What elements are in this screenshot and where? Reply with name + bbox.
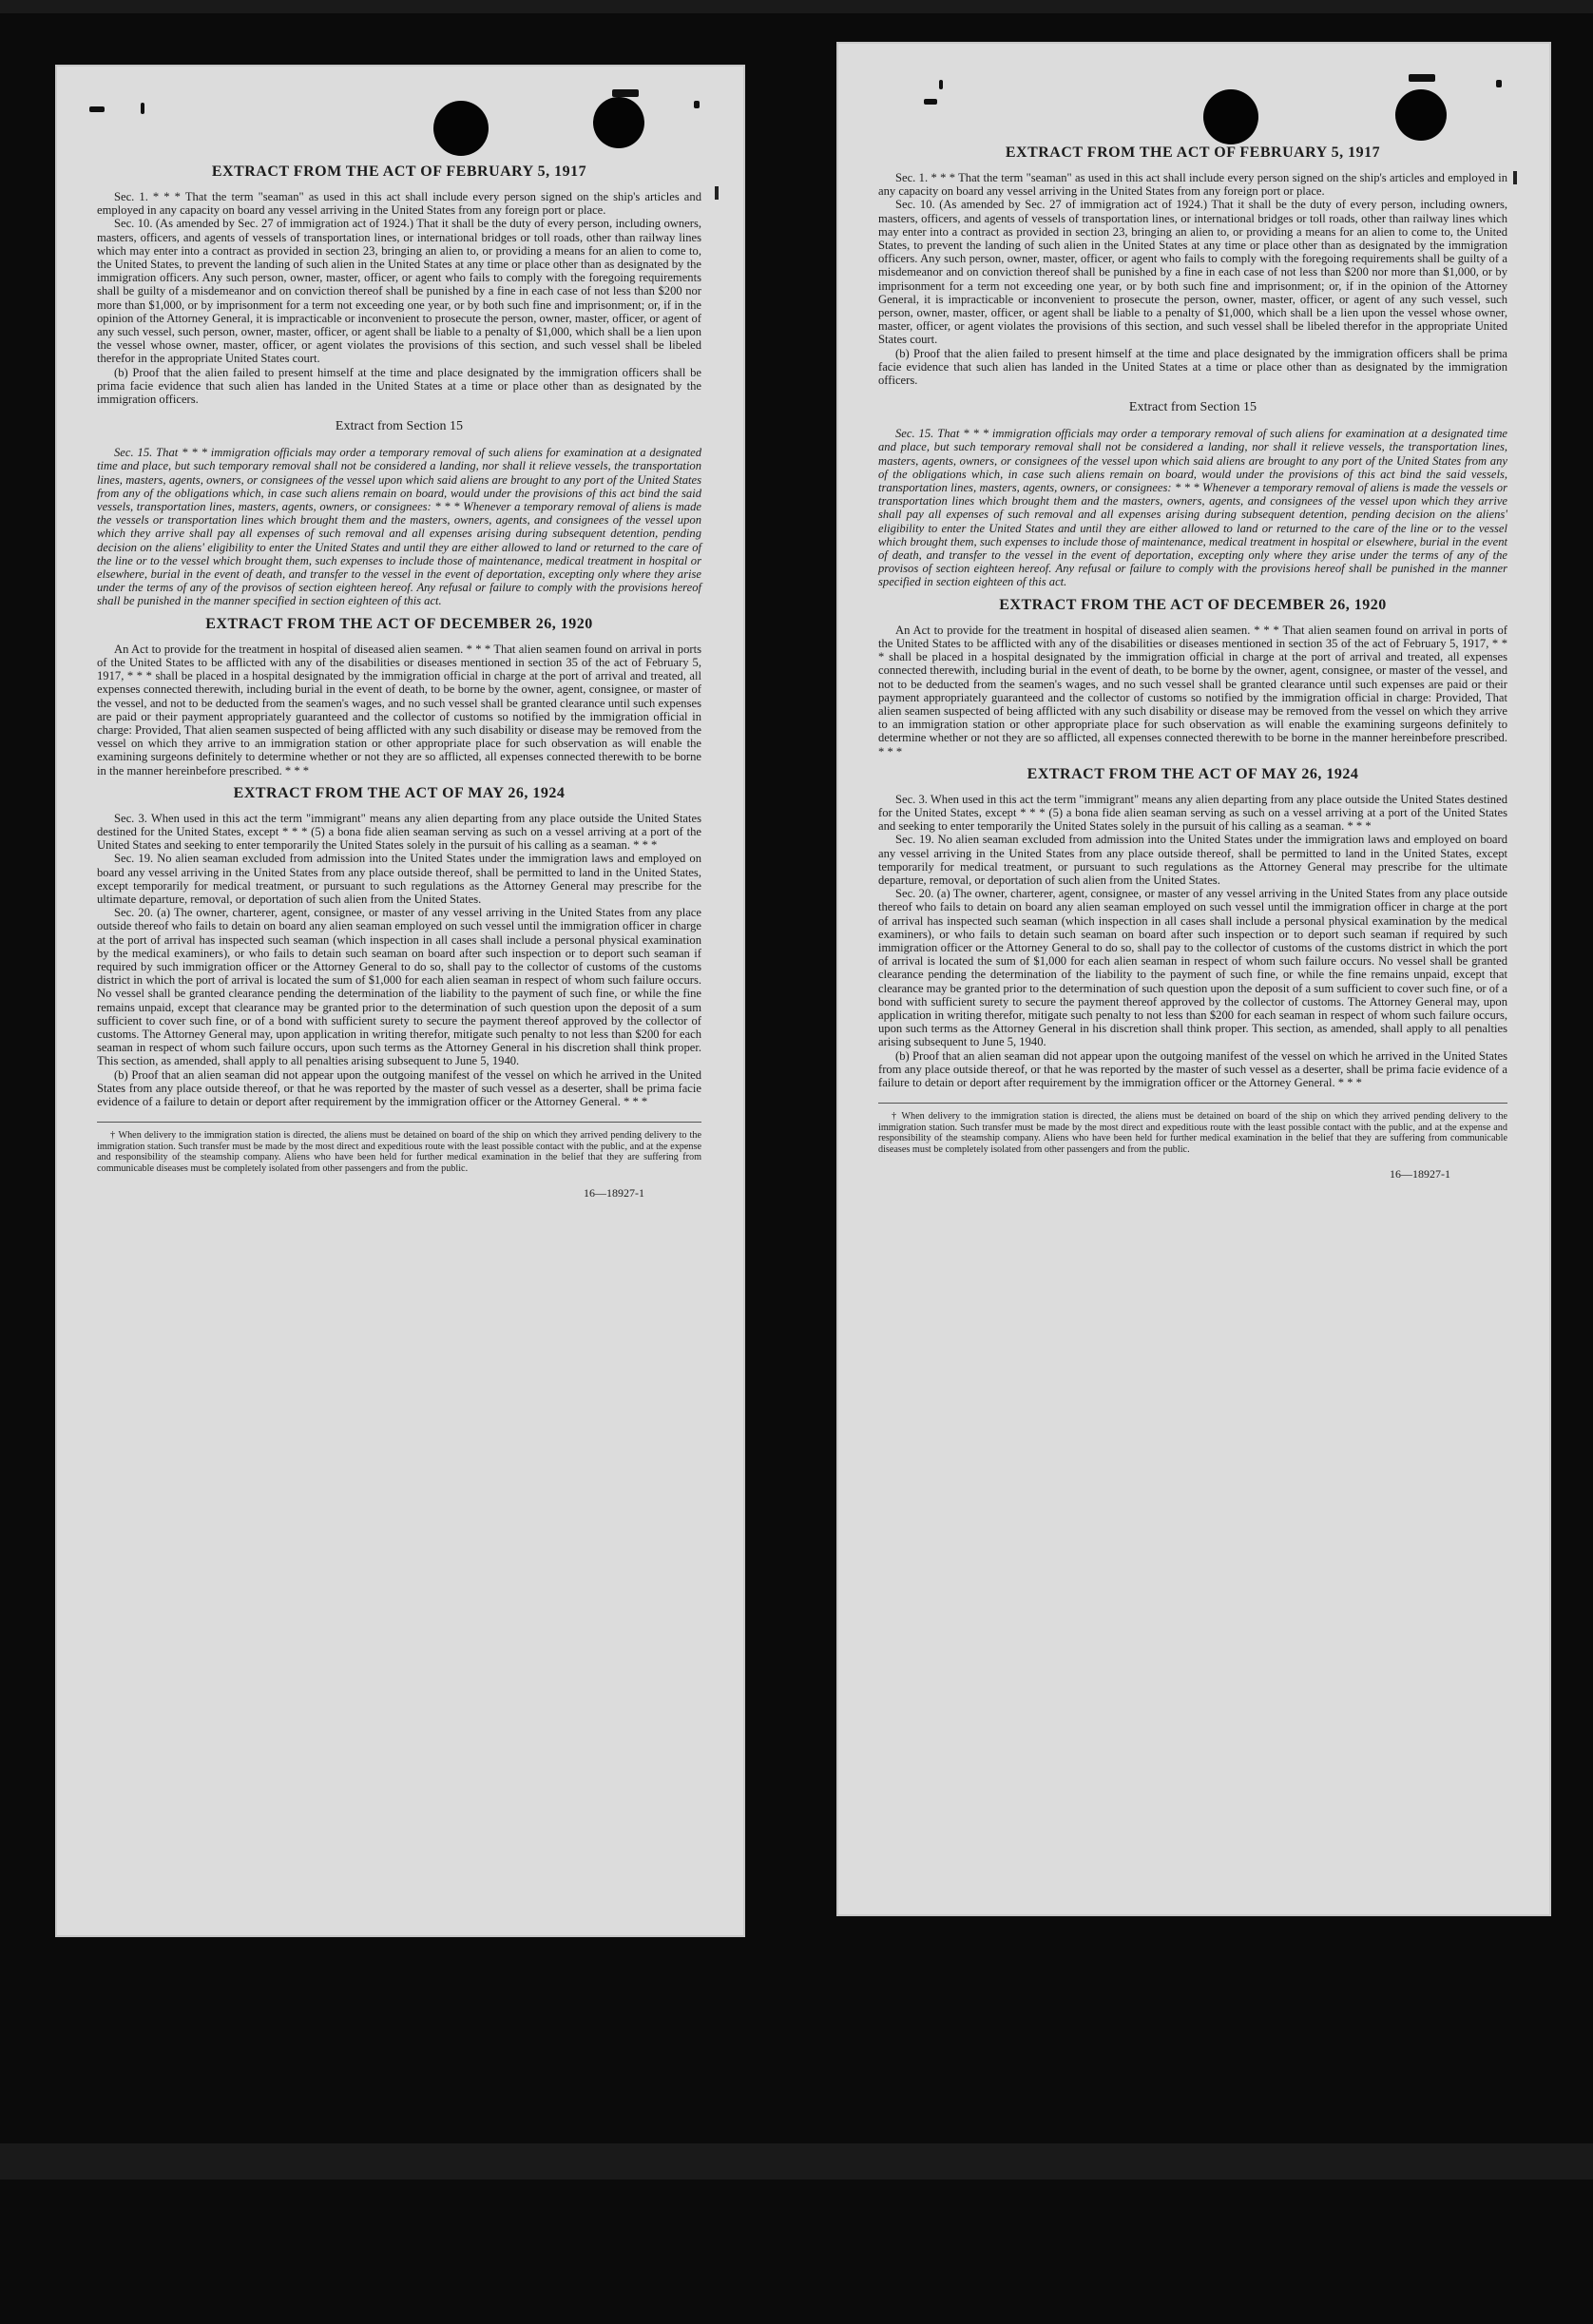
scan-mark	[715, 186, 719, 200]
scan-mark	[939, 80, 943, 89]
section-15-text: Sec. 15. That * * * immigration officials may order a temporary removal of such aliens for examination at a designated time and place, but such temporary removal shall not be considered a landing, nor shall it relieve vessels, the transportation lines, masters, agents, owners, or consignees of the vessel upon which said aliens are brought to any port of the United States from any of the obligations which, in case such aliens remain on board, would under the provisions of this act bind the said vessels, transportation lines, masters, agents, owners, or consignees: * * * Whenever a temporary removal of aliens is made the vessels or transportation lines which brought them and the masters, owners, agents, and consignees of the vessel upon which they arrive shall pay all expenses of such removal and all expenses arising during subsequent detention, pending decision on the aliens' eligibility to enter the United States and until they are either allowed to land or returned to the care of the line or to the vessel which brought them, such expenses to include those of maintenance, medical treatment in hospital or elsewhere, burial in the event of death, and transfer to the vessel in the event of deportation, excepting only where they arise under the terms of any of the provisos of section eighteen hereof. Any refusal or failure to comply with the provisions hereof shall be punished in the manner specified in section eighteen of this act.	[97, 446, 701, 608]
scan-mark	[141, 103, 144, 114]
document-sheet-right	[836, 42, 1551, 1916]
heading-act-1924: EXTRACT FROM THE ACT OF MAY 26, 1924	[233, 784, 566, 801]
section-19-text: Sec. 19. No alien seaman excluded from admission into the United States under the immigration laws and employed on board any vessel arriving in the United States from any place outside thereof, shall be permitted to land in the United States, except temporarily for medical treatment, or pursuant to such regulations as the Attorney General may prescribe for the ultimate departure, removal, or deportation of such alien from the United States.	[878, 833, 1507, 887]
scan-mark	[924, 99, 937, 105]
act-1920-text: An Act to provide for the treatment in hospital of diseased alien seamen. * * * That alien seamen found on arrival in ports of the United States to be afflicted with any of the disabilities or diseases mentioned in section 35 of the act of February 5, 1917, * * * shall be placed in a hospital designated by the immigration official in charge at the port of arrival and treated, all expenses connected therewith, including burial in the event of death, to be borne by the owner, agent, consignee, or master of the vessel, and not to be deducted from the seamen's wages, and no such vessel shall be granted clearance until such expenses are paid or their payment appropriately guaranteed and the collector of customs so notified by the immigration official in charge: Provided, That alien seamen suspected of being afflicted with any such disability or disease may be removed from the vessel on which they arrive to an immigration station or other appropriate place for such observation as will enable the examining surgeons definitely to determine whether or not they are so afflicted, all expenses connected therewith to be borne in the manner hereinbefore prescribed. * * *	[97, 642, 701, 778]
heading-section-15: Extract from Section 15	[1128, 400, 1257, 415]
section-19-text: Sec. 19. No alien seaman excluded from admission into the United States under the immigration laws and employed on board any vessel arriving in the United States from any place outside thereof, shall be permitted to land in the United States, except temporarily for medical treatment, or pursuant to such regulations as the Attorney General may prescribe for the ultimate departure, removal, or deportation of such alien from the United States.	[97, 852, 701, 906]
footnote: † When delivery to the immigration station is directed, the aliens must be detained on board of the ship on which they arrived pending delivery to the immigration station. Such transfer must be made by the most direct and expeditious route with the least possible contact with the public, and at the expense and responsibility of the steamship company. Aliens who have been held for further medical examination in the belief that they are suffering from communicable diseases must be completely isolated from other passengers and from the public.	[97, 1130, 701, 1174]
section-20-b-text: (b) Proof that an alien seaman did not appear upon the outgoing manifest of the vessel on which he arrived in the United States from any place outside thereof, or that he was reported by the master of such vessel as a deserter, shall be prima facie evidence of a failure to detain or deport after requirement by the immigration officer or the Attorney General. * * *	[97, 1067, 701, 1108]
heading-act-1920: EXTRACT FROM THE ACT OF DECEMBER 26, 1920	[999, 596, 1387, 613]
section-10-text: Sec. 10. (As amended by Sec. 27 of immigration act of 1924.) That it shall be the duty of every person, including owners, masters, officers, and agents of vessels of transportation lines, or international bridges or toll roads, other than railway lines which may enter into a contract as provided in section 23, bringing an alien to, or providing a means for an alien to come to, the United States, to prevent the landing of such alien in the United States at any time or place other than as designated by the immigration officers. Any such person, owner, master, officer, or agent who fails to comply with the foregoing requirements shall be guilty of a misdemeanor and on conviction thereof shall be punished by a fine in each case of not less than $200 nor more than $1,000, or by imprisonment for a term not exceeding one year, or by both such fine and imprisonment; or, if in the opinion of the Attorney General, it is impracticable or inconvenient to prosecute the person, owner, master, officer, or agent of any such vessel, such person, owner, master, officer, or agent shall be liable to a penalty of $1,000, which shall be a lien upon the vessel whose owner, master, officer, or agent violates the provisions of this section, and such vessel shall be libeled therefor in the appropriate United States court.	[97, 217, 701, 366]
punch-hole	[1203, 89, 1258, 144]
section-3-text: Sec. 3. When used in this act the term "immigrant" means any alien departing from any place outside the United States destined for the United States, except * * * (5) a bona fide alien seaman serving as such on a vessel arriving at a port of the United States and seeking to enter temporarily the United States solely in the pursuit of his calling as a seaman. * * *	[878, 792, 1507, 834]
act-1920-text: An Act to provide for the treatment in hospital of diseased alien seamen. * * * That alien seamen found on arrival in ports of the United States to be afflicted with any of the disabilities or diseases mentioned in section 35 of the act of February 5, 1917, * * * shall be placed in a hospital designated by the immigration official in charge at the port of arrival and treated, all expenses connected therewith, including burial in the event of death, to be borne by the owner, agent, consignee, or master of the vessel, and not to be deducted from the seamen's wages, and no such vessel shall be granted clearance until such expenses are paid or their payment appropriately guaranteed and the collector of customs so notified by the immigration official in charge: Provided, That alien seamen suspected of being afflicted with any such disability or disease may be removed from the vessel on which they arrive to an immigration station or other appropriate place for such observation as will enable the examining surgeons definitely to determine whether or not they are so afflicted, all expenses connected therewith to be borne in the manner hereinbefore prescribed. * * *	[878, 623, 1507, 759]
footnote-rule	[97, 1122, 701, 1123]
footnote-rule	[878, 1103, 1507, 1104]
heading-act-1924: EXTRACT FROM THE ACT OF MAY 26, 1924	[1027, 765, 1359, 782]
heading-act-1917: EXTRACT FROM THE ACT OF FEBRUARY 5, 1917	[211, 163, 587, 180]
scan-mark	[1409, 74, 1435, 82]
heading-act-1920: EXTRACT FROM THE ACT OF DECEMBER 26, 1920	[205, 615, 593, 632]
scan-band-bottom	[0, 2143, 1593, 2180]
punch-hole	[1395, 89, 1447, 141]
section-20-text: Sec. 20. (a) The owner, charterer, agent, consignee, or master of any vessel arriving in the United States from any place outside thereof who fails to detain on board any alien seaman employed on such vessel until the immigration officer in charge at the port of arrival has inspected such seaman (which inspection in all cases shall include a personal physical examination by the medical examiners), or who fails to detain such seaman on board after such inspection or to deport such seaman if required by such immigration officer or the Attorney General to do so, shall pay to the collector of customs of the customs district in which the port of arrival is located the sum of $1,000 for each alien seaman in respect of whom such failure occurs. No vessel shall be granted clearance pending the determination of the liability to the payment of such fine, or while the fine remains unpaid, except that clearance may be granted prior to the determination of such question upon the deposit of a sum sufficient to cover such fine, or of a bond with sufficient surety to secure the payment thereof approved by the collector of customs. The Attorney General may, upon application in writing therefor, mitigate such penalty to not less than $200 for each seaman in respect of whom such failure occurs, upon such terms as the Attorney General in his discretion shall think proper. This section, as amended, shall apply to all penalties arising subsequent to June 5, 1940.	[878, 887, 1507, 1049]
scan-mark	[1496, 80, 1502, 87]
punch-hole	[433, 101, 489, 156]
section-20-text: Sec. 20. (a) The owner, charterer, agent, consignee, or master of any vessel arriving in the United States from any place outside thereof who fails to detain on board any alien seaman employed on such vessel until the immigration officer in charge at the port of arrival has inspected such seaman (which inspection in all cases shall include a personal physical examination by the medical examiners), or who fails to detain such seaman on board after such inspection or to deport such seaman if required by such immigration officer or the Attorney General to do so, shall pay to the collector of customs of the customs district in which the port of arrival is located the sum of $1,000 for each alien seaman in respect of whom such failure occurs. No vessel shall be granted clearance pending the determination of the liability to the payment of such fine, or while the fine remains unpaid, except that clearance may be granted prior to the determination of such question upon the deposit of a sum sufficient to cover such fine, or of a bond with sufficient surety to secure the payment thereof approved by the collector of customs. The Attorney General may, upon application in writing therefor, mitigate such penalty to not less than $200 for each seaman in respect of whom such failure occurs, upon such terms as the Attorney General in his discretion shall think proper. This section, as amended, shall apply to all penalties arising subsequent to June 5, 1940.	[97, 906, 701, 1068]
footnote: † When delivery to the immigration station is directed, the aliens must be detained on board of the ship on which they arrived pending delivery to the immigration station. Such transfer must be made by the most direct and expeditious route with the least possible contact with the public, and at the expense and responsibility of the steamship company. Aliens who have been held for further medical examination in the belief that they are suffering from communicable diseases must be completely isolated from other passengers and from the public.	[878, 1111, 1507, 1155]
section-10-b-text: (b) Proof that the alien failed to present himself at the time and place designated by the immigration officers shall be prima facie evidence that such alien has landed in the United States at a time or place other than as designated by the immigration officers.	[878, 346, 1507, 388]
section-10-text: Sec. 10. (As amended by Sec. 27 of immigration act of 1924.) That it shall be the duty of every person, including owners, masters, officers, and agents of vessels of transportation lines, or international bridges or toll roads, other than railway lines which may enter into a contract as provided in section 23, bringing an alien to, or providing a means for an alien to come to, the United States, to prevent the landing of such alien in the United States at any time or place other than as designated by the immigration officers. Any such person, owner, master, officer, or agent who fails to comply with the foregoing requirements shall be guilty of a misdemeanor and on conviction thereof shall be punished by a fine in each case of not less than $200 nor more than $1,000, or by imprisonment for a term not exceeding one year, or by both such fine and imprisonment; or, if in the opinion of the Attorney General, it is impracticable or inconvenient to prosecute the person, owner, master, officer, or agent of any such vessel, such person, owner, master, officer, or agent shall be liable to a penalty of $1,000, which shall be a lien upon the vessel whose owner, master, officer, or agent violates the provisions of this section, and such vessel shall be libeled therefor in the appropriate United States court.	[878, 198, 1507, 347]
scan-mark	[612, 89, 639, 97]
section-1-text: Sec. 1. * * * That the term "seaman" as used in this act shall include every person signed on the ship's articles and employed in any capacity on board any vessel arriving in the United States from any foreign port or place.	[97, 190, 701, 218]
scan-band-top	[0, 0, 1593, 13]
scan-mark	[694, 101, 700, 108]
section-10-b-text: (b) Proof that the alien failed to present himself at the time and place designated by the immigration officers shall be prima facie evidence that such alien has landed in the United States at a time or place other than as designated by the immigration officers.	[97, 365, 701, 407]
form-number: 16—18927-1	[1390, 1166, 1450, 1181]
punch-hole	[593, 97, 644, 148]
scan-mark	[89, 106, 105, 112]
section-15-text: Sec. 15. That * * * immigration officials may order a temporary removal of such aliens for examination at a designated time and place, but such temporary removal shall not be considered a landing, nor shall it relieve vessels, the transportation lines, masters, agents, owners, or consignees of the vessel upon which said aliens are brought to any port of the United States from any of the obligations which, in case such aliens remain on board, would under the provisions of this act bind the said vessels, transportation lines, masters, agents, owners, or consignees: * * * Whenever a temporary removal of aliens is made the vessels or transportation lines which brought them and the masters, owners, agents, and consignees of the vessel upon which they arrive shall pay all expenses of such removal and all expenses arising during subsequent detention, pending decision on the aliens' eligibility to enter the United States and until they are either allowed to land or returned to the care of the line or to the vessel which brought them, such expenses to include those of maintenance, medical treatment in hospital or elsewhere, burial in the event of death, and transfer to the vessel in the event of deportation, excepting only where they arise under the terms of any of the provisos of section eighteen hereof. Any refusal or failure to comply with the provisions hereof shall be punished in the manner specified in section eighteen of this act.	[878, 427, 1507, 589]
document-sheet-left	[55, 65, 745, 1937]
section-1-text: Sec. 1. * * * That the term "seaman" as used in this act shall include every person signed on the ship's articles and employed in any capacity on board any vessel arriving in the United States from any foreign port or place.	[878, 171, 1507, 199]
form-number: 16—18927-1	[584, 1185, 644, 1200]
scan-mark	[1513, 171, 1517, 184]
section-3-text: Sec. 3. When used in this act the term "immigrant" means any alien departing from any place outside the United States destined for the United States, except * * * (5) a bona fide alien seaman serving as such on a vessel arriving at a port of the United States and seeking to enter temporarily the United States solely in the pursuit of his calling as a seaman. * * *	[97, 811, 701, 853]
section-20-b-text: (b) Proof that an alien seaman did not appear upon the outgoing manifest of the vessel on which he arrived in the United States from any place outside thereof, or that he was reported by the master of such vessel as a deserter, shall be prima facie evidence of a failure to detain or deport after requirement by the immigration officer or the Attorney General. * * *	[878, 1048, 1507, 1089]
heading-act-1917: EXTRACT FROM THE ACT OF FEBRUARY 5, 1917	[1005, 144, 1381, 161]
heading-section-15: Extract from Section 15	[335, 419, 464, 434]
